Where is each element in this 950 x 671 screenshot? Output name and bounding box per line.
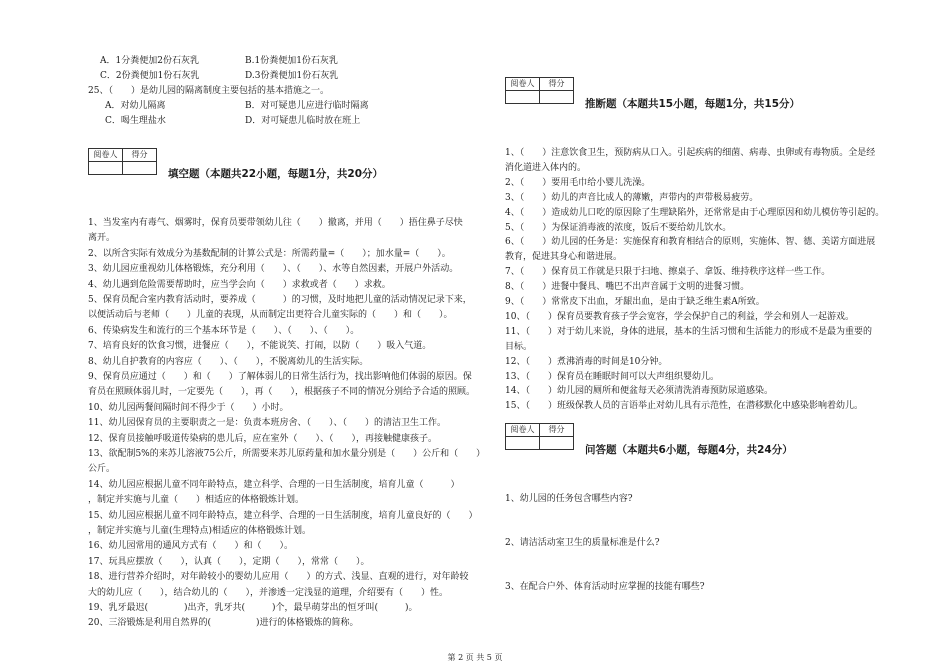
- reviewer-cell: 阅卷人: [89, 149, 123, 162]
- judge-question-line: 3、（ ）幼儿的声音比成人的薄嫩，声带内的声带极易疲劳。: [505, 192, 759, 203]
- judge-question-line: 11、（ ）对于幼儿来说，身体的进展，基本的生活习惯和生活能力的形成不是最为重要的: [505, 326, 872, 337]
- q24-option-b: B.1份粪便加1份石灰乳: [245, 56, 338, 66]
- judge-question-line: 12、（ ）煮沸消毒的时间是10分钟。: [505, 356, 668, 367]
- q25-stem: 25、（ ）是幼儿园的隔离制度主要包括的基本措施之一。: [88, 86, 329, 96]
- fill-question-line: 19、乳牙最迟( )出齐，乳牙共( )个，最早萌芽出的恒牙叫( )。: [88, 603, 418, 613]
- qa-question-2: 2、请洁活动室卫生的质量标准是什么?: [505, 538, 660, 548]
- fill-question-line: 13、欲配制5%的来苏儿溶液75公斤，所需要来苏儿原药量和加水量分别是（ ）公斤和（ ）: [88, 449, 486, 459]
- fill-question-line: 10、幼儿园两餐间隔时间不得少于（ ）小时。: [88, 402, 289, 413]
- q25-option-b: B．对可疑患儿应进行临时隔离: [245, 101, 369, 111]
- judge-question-line: 消化道进入体内的。: [505, 162, 587, 173]
- fill-question-line: 7、培育良好的饮食习惯，进餐应（ ），不能说笑、打闹，以防（ ）吸入气道。: [88, 341, 432, 352]
- judge-question-line: 教育，促进其身心和谐进展。: [505, 252, 623, 263]
- fill-question-line: 1、当发室内有毒气、烟雾时，保育员要带领幼儿往（ ）撤离，并用（ ）捂住鼻子尽快: [88, 218, 463, 228]
- q25-option-a: A．对幼儿隔离: [105, 101, 166, 111]
- q24-option-a: A．1分粪便加2份石灰乳: [100, 56, 199, 66]
- judge-question-line: 2、（ ）要用毛巾给小婴儿洗澡。: [505, 177, 651, 188]
- reviewer-blank: [506, 91, 540, 104]
- fill-question-line: 离开。: [88, 233, 116, 244]
- fill-question-line: 16、幼儿园常用的通风方式有（ ）和（ ）。: [88, 541, 293, 552]
- reviewer-blank: [506, 437, 540, 450]
- fill-question-line: 6、传染病发生和流行的三个基本环节是（ ）、（ ）、（ ）。: [88, 325, 360, 336]
- reviewer-cell: 阅卷人: [506, 424, 540, 437]
- fill-question-line: ，制定并实施与儿童(生理特点)相适应的体格锻炼计划。: [88, 526, 312, 536]
- score-cell: 得分: [540, 424, 574, 437]
- judge-question-line: 8、（ ）进餐中餐具、嘴巴不出声音属于文明的进餐习惯。: [505, 282, 750, 293]
- score-blank: [540, 437, 574, 450]
- fill-question-line: ，制定并实施与儿童（ ）相适应的体格锻炼计划。: [88, 495, 305, 506]
- judge-question-line: 7、（ ）保育员工作就是只限于扫地、擦桌子、拿饭、维持秩序这样一些工作。: [505, 267, 831, 278]
- judge-question-line: 4、（ ）造成幼儿口吃的原因除了生理缺陷外，还常常是由于心理原因和幼儿模仿等引起的。: [505, 207, 885, 218]
- page-footer: 第 2 页 共 5 页: [447, 653, 503, 662]
- fill-question-line: 9、保育员应通过（ ）和（ ）了解体弱儿的日常生活行为，找出影响他们体弱的原因。保: [88, 372, 472, 382]
- judge-question-line: 13、（ ）保育员在睡眠时间可以大声组织婴幼儿。: [505, 371, 719, 382]
- q25-option-c: C．喝生理盐水: [105, 116, 166, 126]
- judge-question-line: 9、（ ）常常皮下出血，牙龈出血，是由于缺乏维生素A所致。: [505, 297, 765, 307]
- fill-question-line: 3、幼儿园应重视幼儿体格锻炼，充分利用（ ）、（ ）、水等自然因素，开展户外活动。: [88, 264, 459, 275]
- judge-question-line: 目标。: [505, 341, 533, 352]
- fill-question-line: 以便活动后与老师（ ）儿童的表现，从而制定出更符合儿童实际的（ ）和（ ）。: [88, 310, 453, 321]
- fill-question-line: 8、幼儿自护教育的内容应（ ）、（ ），不脱离幼儿的生活实际。: [88, 356, 369, 367]
- score-table-qa: [505, 423, 574, 450]
- reviewer-blank: [89, 162, 123, 175]
- fill-question-line: 18、进行营养介绍时，对年龄较小的婴幼儿应用（ ）的方式、浅显、直观的进行，对年龄较: [88, 572, 469, 583]
- score-cell: 得分: [540, 78, 574, 91]
- score-blank: [540, 91, 574, 104]
- fill-question-line: 12、保育员接触呼吸道传染病的患儿后，应在室外（ ）、（ ），再接触健康孩子。: [88, 433, 437, 444]
- judge-question-line: 15、（ ）班级保教人员的言语举止对幼儿具有示范性，在潜移默化中感染影响着幼儿。: [505, 401, 863, 412]
- score-table-fill: [88, 148, 157, 175]
- q24-option-c: C．2份粪便加1份石灰乳: [100, 71, 200, 81]
- fill-question-line: 17、玩具应摆放（ ），认真（ ），定期（ ），常常（ ）。: [88, 556, 370, 567]
- fill-question-line: 15、幼儿园应根据儿童不同年龄特点，建立科学、合理的一日生活制度，培育儿童良好的（ ）: [88, 510, 478, 521]
- score-blank: [123, 162, 157, 175]
- qa-question-3: 3、在配合户外、体育活动时应掌握的技能有哪些?: [505, 582, 705, 592]
- judge-question-line: 6、（ ）幼儿园的任务是：实施保育和教育相结合的原则，实施体、智、德、美诺方面进展: [505, 237, 876, 248]
- fill-question-line: 14、幼儿园应根据儿童不同年龄特点，建立科学、合理的一日生活制度，培育儿童（ ）: [88, 479, 460, 490]
- judge-question-line: 5、（ ）为保证消毒液的浓度，饭后不要给幼儿饮水。: [505, 222, 732, 233]
- fill-question-line: 4、幼儿遇到危险需要帮助时，应当学会向（ ）求救或者（ ）求救。: [88, 279, 391, 290]
- fill-question-line: 2、以所含实际有效成分为基数配制的计算公式是：所需药量=（ ）；加水量=（ ）。: [88, 248, 451, 259]
- q25-option-d: D．对可疑患儿临时放在班上: [245, 116, 361, 126]
- judge-question-line: 14、（ ）幼儿园的厕所和便盆每天必须清洗消毒预防尿道感染。: [505, 386, 773, 397]
- q24-option-d: D.3份粪便加1份石灰乳: [245, 71, 339, 81]
- fill-question-line: 大的幼儿应（ ），结合幼儿的（ ），并渗透一定浅显的道理，介绍要有（ ）性。: [88, 587, 449, 598]
- judge-question-line: 1、（ ）注意饮食卫生，预防病从口入。引起疾病的细菌、病毒、虫卵或有毒物质。全是经: [505, 148, 876, 158]
- qa-section-title: 问答题（本题共6小题，每题4分，共24分）: [585, 444, 793, 456]
- reviewer-cell: 阅卷人: [506, 78, 540, 91]
- judge-question-line: 10、（ ）保育员要教育孩子学会宽容，学会保护自己的利益，学会和别人一起游戏。: [505, 311, 854, 322]
- fill-question-line: 20、三浴锻炼是利用自然界的( )进行的体格锻炼的简称。: [88, 618, 359, 629]
- fill-question-line: 育员在照顾体弱儿时，一定要先（ ），再（ ），根据孩子不同的情况分别给予合适的照顾。: [88, 387, 476, 398]
- fill-section-title: 填空题（本题共22小题，每题1分，共20分）: [168, 168, 384, 180]
- fill-question-line: 公斤。: [88, 464, 116, 475]
- qa-question-1: 1、幼儿园的任务包含哪些内容?: [505, 494, 633, 504]
- fill-question-line: 5、保育员配合室内教育活动时，要养成（ ）的习惯，及时地把儿童的活动情况记录下来，: [88, 295, 472, 305]
- judge-section-title: 推断题（本题共15小题，每题1分，共15分）: [585, 98, 801, 110]
- score-table-judge: [505, 77, 574, 104]
- score-cell: 得分: [123, 149, 157, 162]
- fill-question-line: 11、幼儿园保育员的主要职责之一是：负责本班房舍、（ ）、（ ）的清洁卫生工作。: [88, 418, 446, 429]
